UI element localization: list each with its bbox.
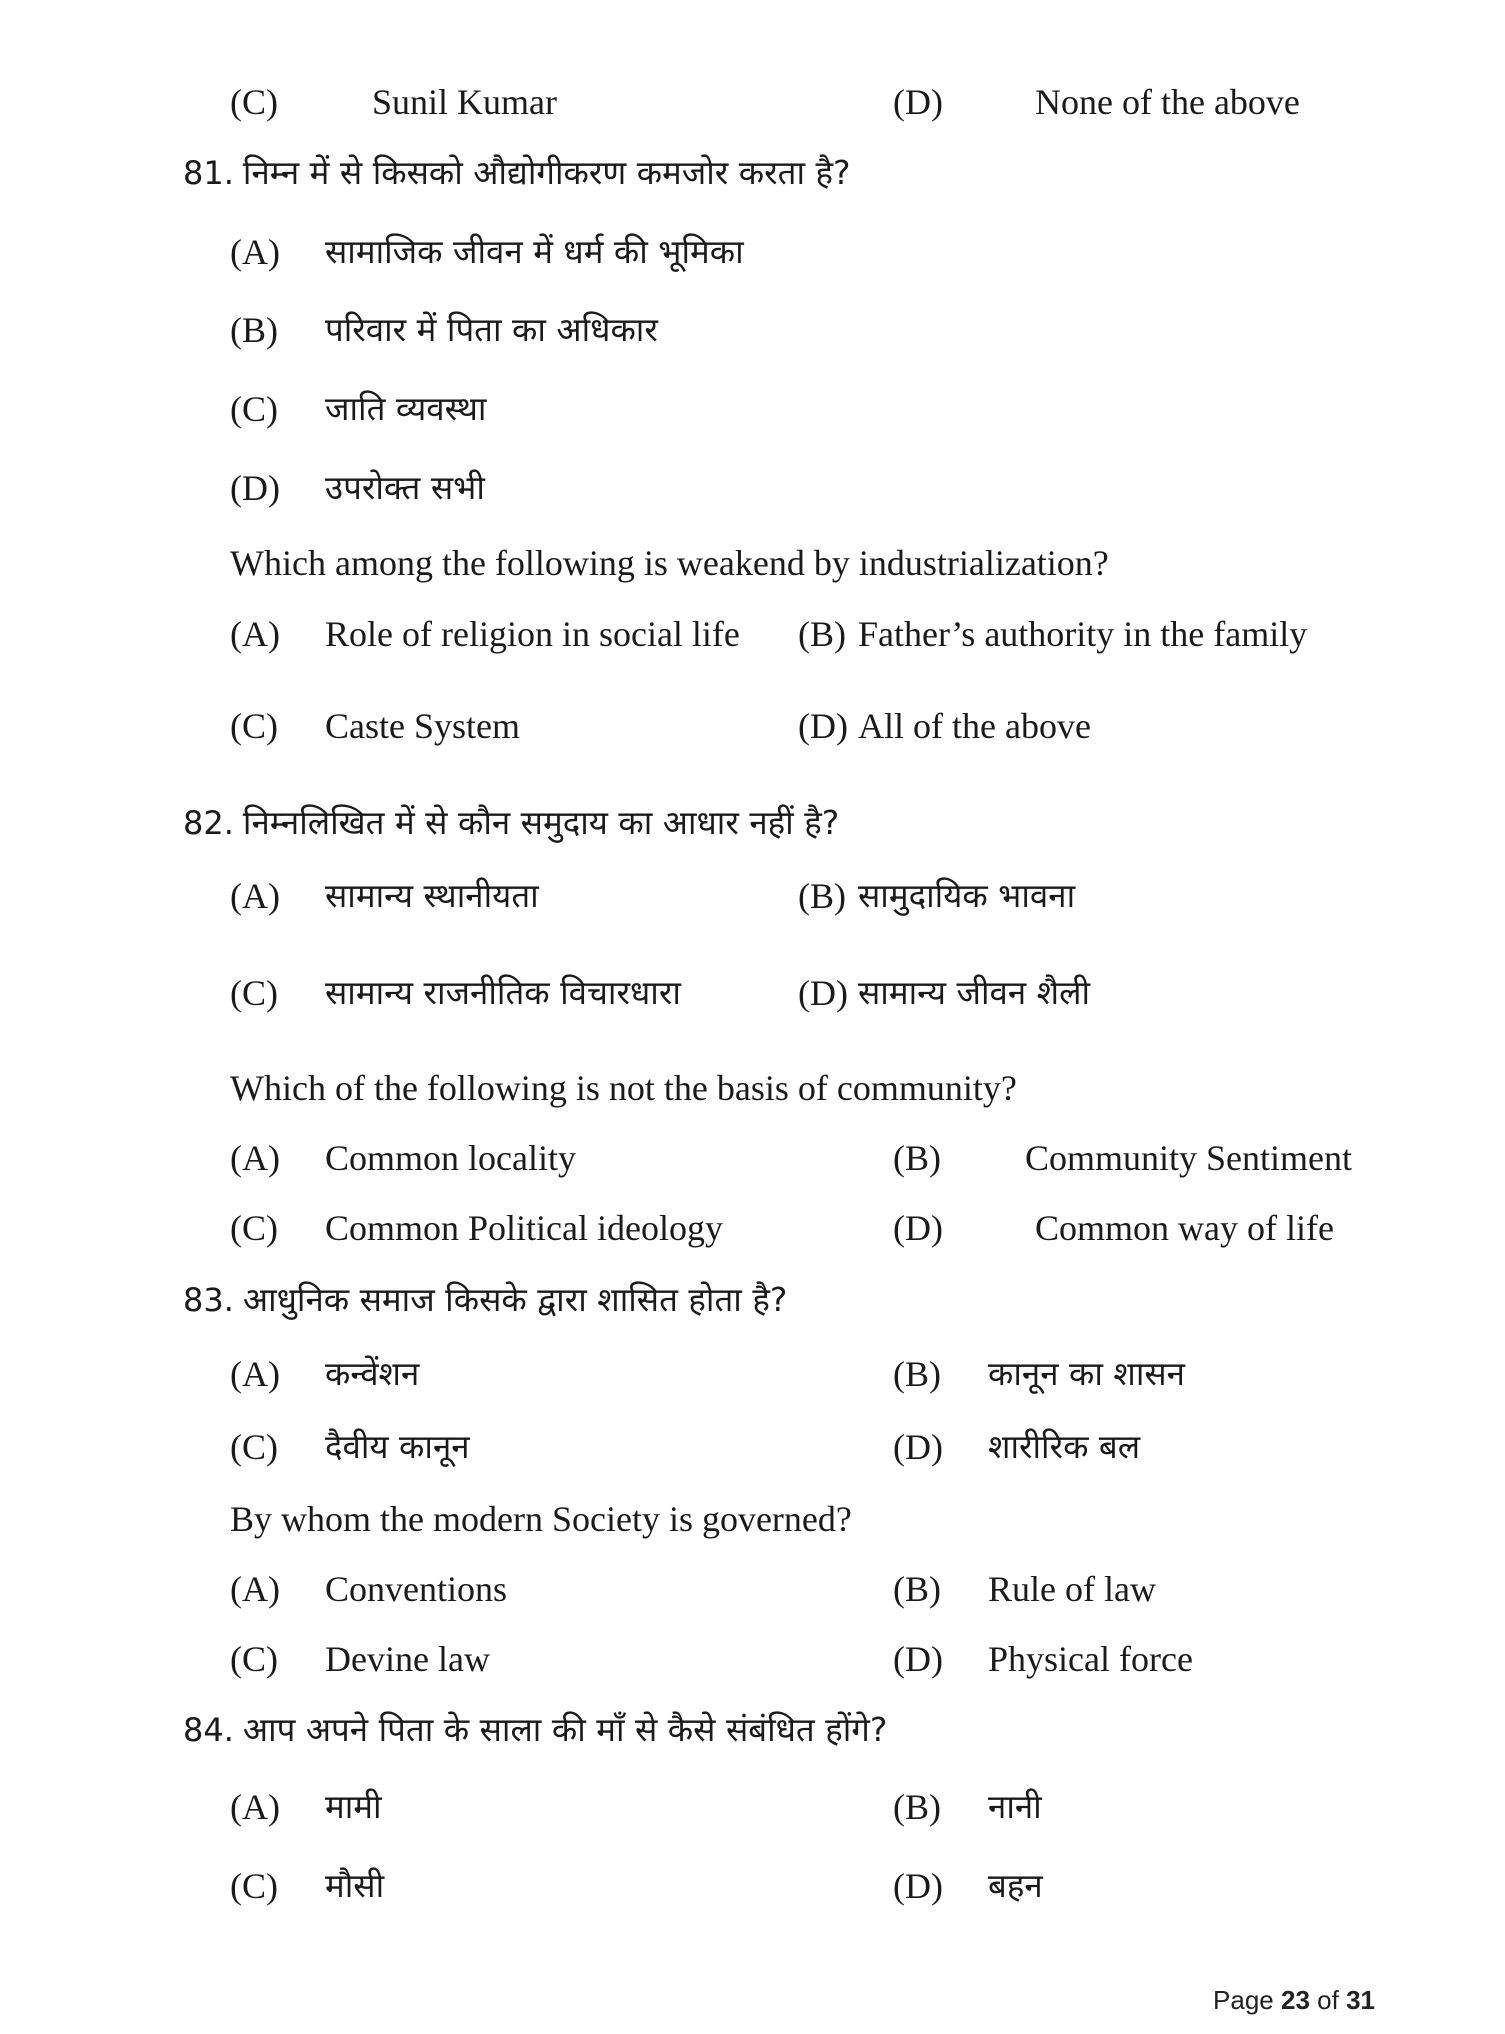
footer-prefix: Page bbox=[1213, 1985, 1274, 2015]
q80-option-c-text: Sunil Kumar bbox=[372, 82, 557, 122]
q81-en-option-a-label: (A) bbox=[230, 614, 280, 654]
q83-english-question: By whom the modern Society is governed? bbox=[230, 1499, 852, 1539]
footer-of: of bbox=[1317, 1985, 1339, 2015]
q80-option-d-label: (D) bbox=[893, 82, 943, 122]
q81-en-option-d-text: All of the above bbox=[858, 706, 1091, 746]
footer-total-pages: 31 bbox=[1346, 1985, 1375, 2015]
q81-hi-option-a-label: (A) bbox=[230, 232, 280, 272]
q82-hi-option-b-label: (B) bbox=[798, 876, 846, 916]
page-footer bbox=[1213, 1985, 1375, 2016]
q83-hi-option-b-text: कानून का शासन bbox=[988, 1354, 1186, 1393]
q81-hi-option-d-label: (D) bbox=[230, 468, 280, 508]
q84-hi-option-b-text: नानी bbox=[988, 1787, 1042, 1826]
q81-en-option-b-text: Father’s authority in the family bbox=[858, 614, 1308, 654]
q84-hi-option-c-label: (C) bbox=[230, 1866, 278, 1906]
q83-en-option-c-label: (C) bbox=[230, 1639, 278, 1679]
q81-en-option-c-text: Caste System bbox=[325, 706, 520, 746]
q83-hi-option-d-label: (D) bbox=[893, 1427, 943, 1467]
q83-en-option-c-text: Devine law bbox=[325, 1639, 490, 1679]
q83-hi-option-b-label: (B) bbox=[893, 1354, 941, 1394]
q81-hi-option-d-text: उपरोक्त सभी bbox=[325, 468, 485, 507]
q81-hi-option-a-text: सामाजिक जीवन में धर्म की भूमिका bbox=[325, 232, 744, 271]
q82-hindi-question-text: निम्नलिखित में से कौन समुदाय का आधार नहीं है? bbox=[242, 803, 840, 842]
q82-en-option-d-label: (D) bbox=[893, 1208, 943, 1248]
q82-en-option-a-text: Common locality bbox=[325, 1138, 576, 1178]
q83-en-option-d-label: (D) bbox=[893, 1639, 943, 1679]
q83-hi-option-c-text: दैवीय कानून bbox=[325, 1427, 470, 1466]
q82-hi-option-b-text: सामुदायिक भावना bbox=[858, 876, 1076, 915]
q83-number: 83. bbox=[183, 1281, 234, 1319]
q83-en-option-a-label: (A) bbox=[230, 1569, 280, 1609]
q81-en-option-d-label: (D) bbox=[798, 706, 848, 746]
q84-hi-option-d-label: (D) bbox=[893, 1866, 943, 1906]
q81-english-question: Which among the following is weakend by industrialization? bbox=[230, 543, 1109, 583]
q81-hi-option-b-text: परिवार में पिता का अधिकार bbox=[325, 310, 658, 349]
q82-en-option-b-label: (B) bbox=[893, 1138, 941, 1178]
q81-hi-option-c-label: (C) bbox=[230, 389, 278, 429]
q84-hi-option-c-text: मौसी bbox=[325, 1866, 385, 1905]
q82-en-option-b-text: Community Sentiment bbox=[1025, 1138, 1353, 1178]
q84-number: 84. bbox=[183, 1711, 234, 1749]
q81-number: 81. bbox=[183, 154, 234, 192]
q81-en-option-b-label: (B) bbox=[798, 614, 846, 654]
q82-hi-option-a-text: सामान्य स्थानीयता bbox=[325, 876, 539, 915]
q83-hi-option-c-label: (C) bbox=[230, 1427, 278, 1467]
q83-en-option-d-text: Physical force bbox=[988, 1639, 1193, 1679]
q83-en-option-a-text: Conventions bbox=[325, 1569, 508, 1609]
q81-hi-option-c-text: जाति व्यवस्था bbox=[325, 389, 487, 428]
q82-english-question: Which of the following is not the basis of community? bbox=[230, 1068, 1017, 1108]
q83-hi-option-a-text: कन्वेंशन bbox=[325, 1354, 420, 1393]
q82-number: 82. bbox=[183, 804, 234, 842]
q82-en-option-d-text: Common way of life bbox=[1035, 1208, 1334, 1248]
q83-hindi-question-text: आधुनिक समाज किसके द्वारा शासित होता है? bbox=[242, 1280, 788, 1319]
q82-hi-option-d-text: सामान्य जीवन शैली bbox=[858, 973, 1091, 1012]
q84-hi-option-a-label: (A) bbox=[230, 1787, 280, 1827]
q81-hindi-question-text: निम्न में से किसको औद्योगीकरण कमजोर करता है? bbox=[242, 153, 851, 192]
q82-hi-option-a-label: (A) bbox=[230, 876, 280, 916]
footer-current-page: 23 bbox=[1281, 1985, 1310, 2015]
q84-hi-option-b-label: (B) bbox=[893, 1787, 941, 1827]
q83-en-option-b-label: (B) bbox=[893, 1569, 941, 1609]
q81-en-option-c-label: (C) bbox=[230, 706, 278, 746]
q82-hi-option-d-label: (D) bbox=[798, 973, 848, 1013]
q82-hi-option-c-text: सामान्य राजनीतिक विचारधारा bbox=[325, 973, 681, 1012]
q82-en-option-a-label: (A) bbox=[230, 1138, 280, 1178]
q83-hindi-question bbox=[183, 1277, 787, 1322]
q80-option-d-text: None of the above bbox=[1035, 82, 1300, 122]
q83-hi-option-a-label: (A) bbox=[230, 1354, 280, 1394]
q81-hindi-question bbox=[183, 150, 851, 195]
q84-hindi-question bbox=[183, 1707, 887, 1752]
q82-hindi-question bbox=[183, 800, 839, 845]
q84-hi-option-d-text: बहन bbox=[988, 1866, 1043, 1905]
q83-hi-option-d-text: शारीरिक बल bbox=[988, 1427, 1141, 1466]
q82-en-option-c-label: (C) bbox=[230, 1208, 278, 1248]
q81-hi-option-b-label: (B) bbox=[230, 310, 278, 350]
q84-hindi-question-text: आप अपने पिता के साला की माँ से कैसे संबंधित होंगे? bbox=[242, 1710, 888, 1749]
q83-en-option-b-text: Rule of law bbox=[988, 1569, 1156, 1609]
q80-option-c-label: (C) bbox=[230, 82, 278, 122]
q84-hi-option-a-text: मामी bbox=[325, 1787, 382, 1826]
q82-hi-option-c-label: (C) bbox=[230, 973, 278, 1013]
q82-en-option-c-text: Common Political ideology bbox=[325, 1208, 723, 1248]
q81-en-option-a-text: Role of religion in social life bbox=[325, 614, 740, 654]
